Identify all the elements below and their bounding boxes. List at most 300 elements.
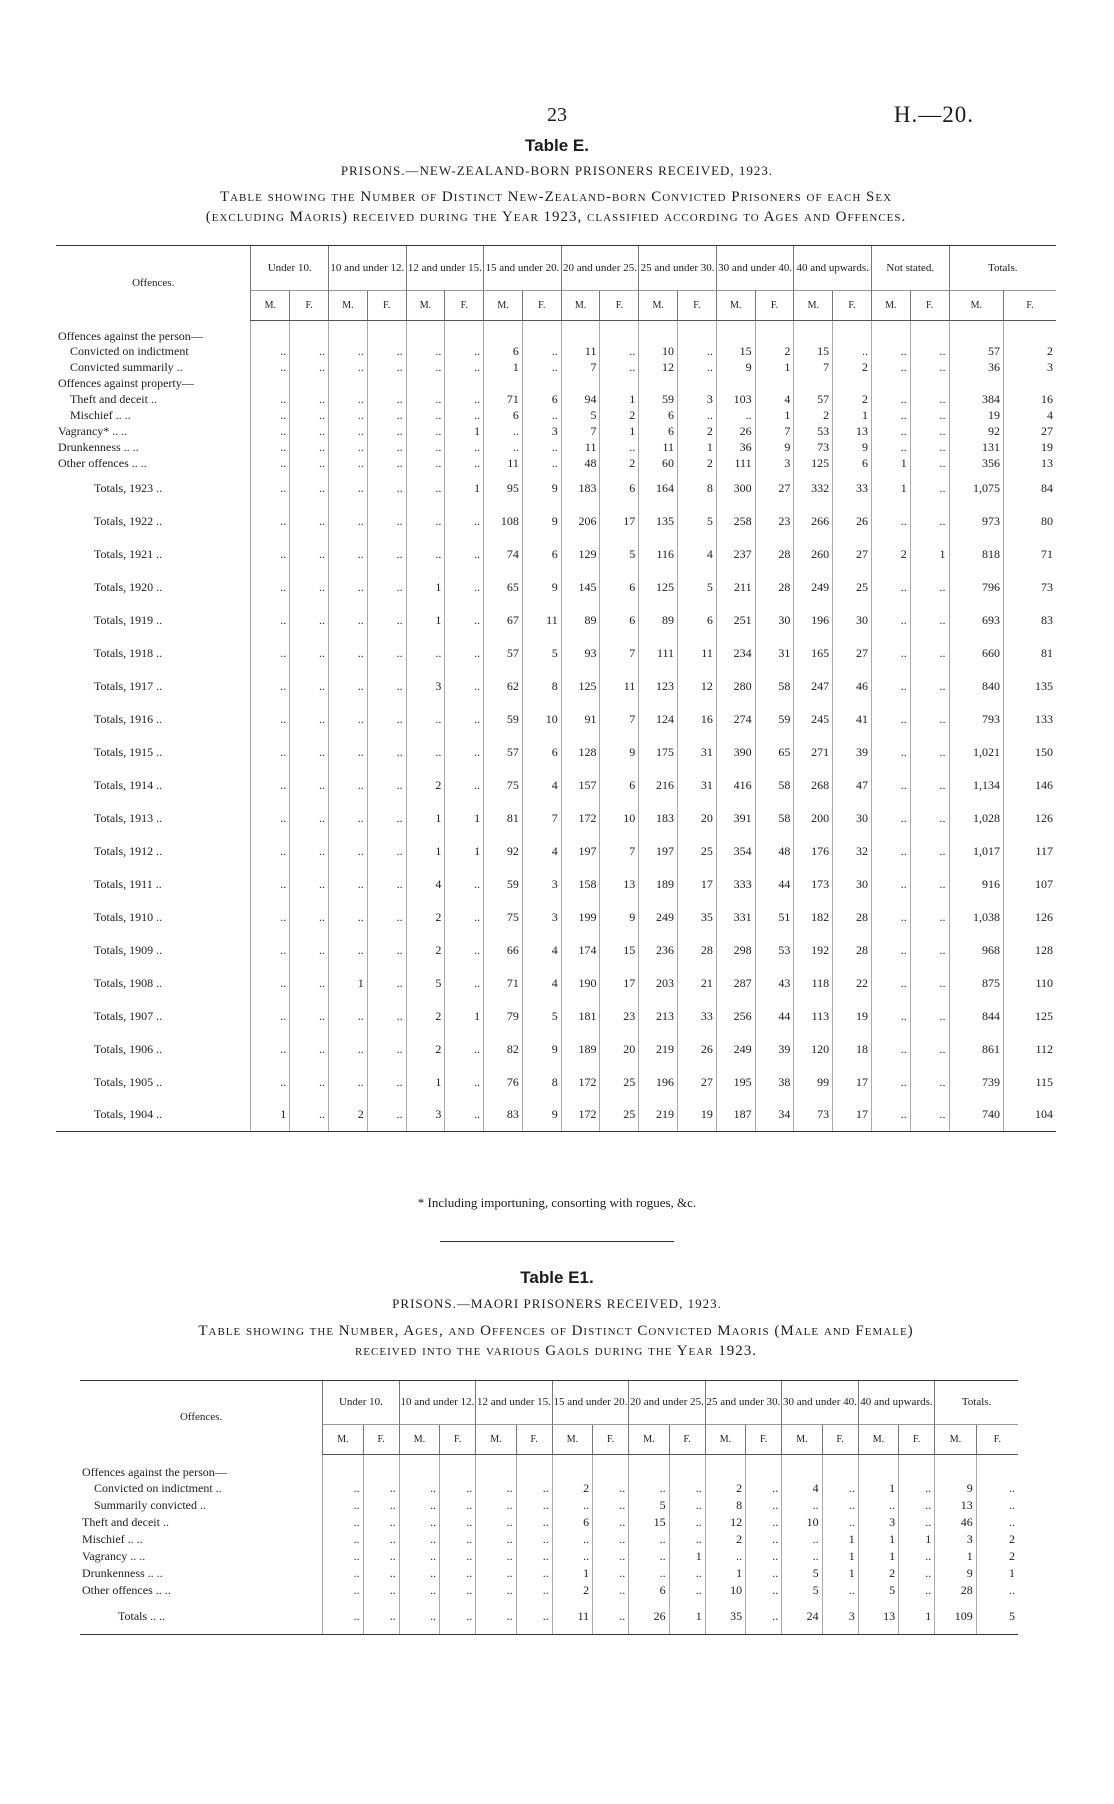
female-count-cell: 4 — [522, 769, 561, 802]
male-count-cell: 165 — [794, 637, 833, 670]
male-count-cell: .. — [251, 835, 290, 868]
male-count-cell: 125 — [639, 571, 678, 604]
female-count-cell: 7 — [600, 703, 639, 736]
male-column-header: M. — [705, 1425, 745, 1455]
age-group-header: 25 and under 30. — [705, 1381, 782, 1425]
male-count-cell: 9 — [935, 1565, 977, 1582]
female-count-cell: 4 — [522, 934, 561, 967]
female-count-cell: .. — [445, 571, 484, 604]
male-count-cell: 844 — [949, 1000, 1004, 1033]
age-group-header: 40 and upwards. — [858, 1381, 935, 1425]
female-count-cell: .. — [910, 1066, 949, 1099]
female-count-cell — [445, 321, 484, 344]
female-count-cell: 3 — [678, 392, 717, 408]
female-count-cell: 9 — [522, 505, 561, 538]
page-number: 23 — [547, 104, 567, 126]
female-column-header: F. — [363, 1425, 399, 1455]
female-count-cell: .. — [445, 408, 484, 424]
female-count-cell: .. — [367, 835, 406, 868]
row-label: Totals, 1912 .. — [94, 843, 163, 858]
male-count-cell: 35 — [705, 1599, 745, 1635]
male-count-cell: .. — [329, 408, 368, 424]
male-count-cell: 59 — [639, 392, 678, 408]
male-count-cell: 1 — [406, 1066, 445, 1099]
male-count-cell: 48 — [561, 456, 600, 472]
female-count-cell: 59 — [755, 703, 794, 736]
male-count-cell: 2 — [406, 934, 445, 967]
male-count-cell: 6 — [629, 1582, 669, 1599]
age-group-header: 12 and under 15. — [476, 1381, 553, 1425]
offence-row — [56, 321, 1056, 344]
offence-row — [56, 424, 1056, 440]
male-count-cell: .. — [629, 1548, 669, 1565]
female-count-cell: .. — [899, 1497, 935, 1514]
male-count-cell: 173 — [794, 868, 833, 901]
female-count-cell: 9 — [522, 1033, 561, 1066]
table-e-title: Table E. — [525, 136, 589, 155]
offence-row — [80, 1497, 1018, 1514]
female-count-cell: 9 — [522, 472, 561, 505]
male-count-cell: 2 — [406, 1033, 445, 1066]
table-e-footnote: * Including importuning, consorting with rogues, &c. — [417, 1195, 697, 1210]
male-count-cell: .. — [399, 1548, 439, 1565]
male-count-cell: 1 — [406, 802, 445, 835]
male-column-header: M. — [858, 1425, 898, 1455]
male-count-cell: 145 — [561, 571, 600, 604]
female-count-cell: .. — [363, 1599, 399, 1635]
male-count-cell: .. — [871, 835, 910, 868]
male-count-cell: 332 — [794, 472, 833, 505]
age-group-header: 30 and under 40. — [782, 1381, 859, 1425]
female-count-cell: .. — [445, 505, 484, 538]
male-column-header: M. — [406, 291, 445, 321]
male-count-cell: .. — [329, 505, 368, 538]
female-count-cell: 33 — [833, 472, 872, 505]
male-count-cell: 796 — [949, 571, 1004, 604]
male-count-cell: .. — [329, 344, 368, 360]
female-count-cell: .. — [367, 408, 406, 424]
female-count-cell: 58 — [755, 670, 794, 703]
totals-row — [56, 1066, 1056, 1099]
male-count-cell: .. — [323, 1565, 363, 1582]
female-count-cell — [833, 376, 872, 392]
female-count-cell: .. — [899, 1582, 935, 1599]
female-count-cell: .. — [290, 440, 329, 456]
male-count-cell: 189 — [561, 1033, 600, 1066]
female-count-cell: 6 — [678, 604, 717, 637]
male-count-cell: 1 — [705, 1565, 745, 1582]
male-count-cell: 1 — [858, 1548, 898, 1565]
female-count-cell: .. — [445, 344, 484, 360]
male-count-cell: 8 — [705, 1497, 745, 1514]
female-count-cell: .. — [910, 344, 949, 360]
male-column-header: M. — [871, 291, 910, 321]
female-count-cell: 83 — [1004, 604, 1056, 637]
female-count-cell: .. — [367, 901, 406, 934]
female-count-cell: 58 — [755, 802, 794, 835]
male-count-cell: 249 — [794, 571, 833, 604]
male-count-cell: 10 — [705, 1582, 745, 1599]
row-label: Totals, 1919 .. — [94, 612, 163, 627]
female-count-cell: .. — [516, 1497, 552, 1514]
male-count-cell: .. — [406, 637, 445, 670]
female-count-cell: 2 — [755, 344, 794, 360]
female-count-cell: 25 — [600, 1099, 639, 1132]
female-count-cell: 23 — [755, 505, 794, 538]
male-count-cell: .. — [871, 670, 910, 703]
female-count-cell: 7 — [600, 835, 639, 868]
female-count-cell: .. — [367, 670, 406, 703]
male-count-cell: 128 — [561, 736, 600, 769]
female-count-cell: .. — [363, 1565, 399, 1582]
male-count-cell: .. — [716, 408, 755, 424]
male-count-cell: .. — [329, 1000, 368, 1033]
female-count-cell: .. — [445, 456, 484, 472]
female-count-cell: .. — [363, 1480, 399, 1497]
female-count-cell: 81 — [1004, 637, 1056, 670]
totals-row — [56, 1099, 1056, 1132]
male-count-cell: 1,017 — [949, 835, 1004, 868]
male-count-cell: .. — [323, 1480, 363, 1497]
male-count-cell: .. — [476, 1582, 516, 1599]
male-count-cell: .. — [871, 1066, 910, 1099]
male-count-cell: 968 — [949, 934, 1004, 967]
male-count-cell: 206 — [561, 505, 600, 538]
female-count-cell: .. — [440, 1548, 476, 1565]
male-count-cell: .. — [251, 703, 290, 736]
female-count-cell: .. — [367, 538, 406, 571]
female-count-cell: .. — [445, 934, 484, 967]
male-count-cell: 36 — [949, 360, 1004, 376]
female-count-cell: .. — [910, 392, 949, 408]
female-count-cell: 13 — [1004, 456, 1056, 472]
male-count-cell: .. — [871, 934, 910, 967]
female-count-cell: .. — [600, 440, 639, 456]
female-count-cell: .. — [910, 637, 949, 670]
female-count-cell: 71 — [1004, 538, 1056, 571]
male-count-cell: .. — [552, 1531, 592, 1548]
female-count-cell: .. — [440, 1599, 476, 1635]
male-count-cell — [406, 376, 445, 392]
male-count-cell: 660 — [949, 637, 1004, 670]
male-count-cell: 12 — [705, 1514, 745, 1531]
table-e1-description-line2: received into the various Gaols during the Year 1923. — [354, 1343, 758, 1359]
male-count-cell — [716, 321, 755, 344]
male-count-cell: 384 — [949, 392, 1004, 408]
male-count-cell: .. — [251, 424, 290, 440]
female-column-header: F. — [822, 1425, 858, 1455]
female-count-cell: .. — [593, 1531, 629, 1548]
male-count-cell: 109 — [935, 1599, 977, 1635]
female-count-cell: 7 — [755, 424, 794, 440]
female-count-cell: .. — [833, 344, 872, 360]
offence-row — [80, 1548, 1018, 1565]
male-count-cell: 1,038 — [949, 901, 1004, 934]
male-count-cell: .. — [399, 1531, 439, 1548]
female-count-cell: .. — [910, 408, 949, 424]
male-count-cell: 187 — [716, 1099, 755, 1132]
row-label: Totals, 1918 .. — [94, 645, 163, 660]
male-count-cell — [629, 1455, 669, 1480]
totals-row — [56, 538, 1056, 571]
male-count-cell: 11 — [561, 344, 600, 360]
male-count-cell: 103 — [716, 392, 755, 408]
female-count-cell — [593, 1455, 629, 1480]
female-count-cell: .. — [593, 1497, 629, 1514]
female-count-cell: 41 — [833, 703, 872, 736]
male-count-cell: 5 — [782, 1565, 822, 1582]
male-column-header: M. — [782, 1425, 822, 1455]
female-count-cell: 27 — [678, 1066, 717, 1099]
male-count-cell: 75 — [484, 901, 523, 934]
totals-row — [56, 736, 1056, 769]
male-count-cell: 197 — [639, 835, 678, 868]
female-count-cell: .. — [445, 670, 484, 703]
female-count-cell: .. — [746, 1548, 782, 1565]
female-count-cell — [755, 321, 794, 344]
row-label: Vagrancy .. .. — [82, 1548, 146, 1563]
totals-row — [56, 1033, 1056, 1066]
age-group-header: 15 and under 20. — [484, 246, 562, 291]
male-count-cell: 271 — [794, 736, 833, 769]
male-count-cell: 53 — [794, 424, 833, 440]
female-count-cell: .. — [445, 868, 484, 901]
totals-row — [80, 1599, 1018, 1635]
male-count-cell — [484, 321, 523, 344]
male-count-cell: .. — [476, 1531, 516, 1548]
male-count-cell: 123 — [639, 670, 678, 703]
male-count-cell: 693 — [949, 604, 1004, 637]
male-count-cell: 6 — [552, 1514, 592, 1531]
male-count-cell: 99 — [794, 1066, 833, 1099]
male-count-cell: 157 — [561, 769, 600, 802]
female-count-cell: .. — [290, 344, 329, 360]
male-count-cell: 1 — [552, 1565, 592, 1582]
male-count-cell: 3 — [858, 1514, 898, 1531]
female-count-cell — [669, 1455, 705, 1480]
female-count-cell: .. — [290, 901, 329, 934]
female-column-header: F. — [367, 291, 406, 321]
male-count-cell: 2 — [858, 1565, 898, 1582]
female-count-cell: .. — [290, 1066, 329, 1099]
female-count-cell: .. — [367, 1066, 406, 1099]
female-count-cell: .. — [290, 637, 329, 670]
table-e-description-line1: Table showing the Number of Distinct New-Zealand-born Convicted Prisoners of each Sex — [219, 189, 893, 205]
male-count-cell: .. — [484, 424, 523, 440]
female-count-cell: .. — [440, 1582, 476, 1599]
male-count-cell: .. — [329, 802, 368, 835]
female-count-cell: 18 — [833, 1033, 872, 1066]
age-group-header: Totals. — [949, 246, 1056, 291]
male-count-cell: .. — [871, 344, 910, 360]
table-e1-title: Table E1. — [520, 1268, 594, 1287]
female-count-cell: 7 — [600, 637, 639, 670]
female-count-cell: 22 — [833, 967, 872, 1000]
female-count-cell: .. — [910, 901, 949, 934]
male-count-cell: 256 — [716, 1000, 755, 1033]
female-count-cell: 47 — [833, 769, 872, 802]
male-count-cell: .. — [782, 1531, 822, 1548]
female-count-cell: 1 — [669, 1548, 705, 1565]
row-label: Totals, 1908 .. — [94, 975, 163, 990]
female-count-cell: 27 — [833, 538, 872, 571]
male-count-cell: 7 — [794, 360, 833, 376]
female-count-cell: .. — [593, 1548, 629, 1565]
female-count-cell: 1 — [833, 408, 872, 424]
male-count-cell — [552, 1455, 592, 1480]
male-count-cell: .. — [406, 703, 445, 736]
female-count-cell: .. — [822, 1514, 858, 1531]
male-count-cell: 5 — [858, 1582, 898, 1599]
female-count-cell: .. — [516, 1582, 552, 1599]
female-count-cell: 11 — [678, 637, 717, 670]
male-column-header: M. — [484, 291, 523, 321]
male-count-cell: 216 — [639, 769, 678, 802]
male-count-cell: .. — [329, 934, 368, 967]
male-column-header: M. — [629, 1425, 669, 1455]
male-count-cell: 4 — [406, 868, 445, 901]
female-count-cell: .. — [976, 1497, 1018, 1514]
male-column-header: M. — [552, 1425, 592, 1455]
female-column-header: F. — [755, 291, 794, 321]
male-count-cell: 6 — [639, 424, 678, 440]
male-count-cell: 236 — [639, 934, 678, 967]
female-column-header: F. — [910, 291, 949, 321]
female-count-cell: .. — [363, 1531, 399, 1548]
male-count-cell: .. — [406, 538, 445, 571]
female-count-cell: .. — [899, 1480, 935, 1497]
offences-column-header: Offences. — [56, 246, 251, 321]
female-count-cell: .. — [822, 1582, 858, 1599]
age-group-header: 30 and under 40. — [716, 246, 794, 291]
male-count-cell: 182 — [794, 901, 833, 934]
totals-row — [56, 835, 1056, 868]
female-count-cell: .. — [440, 1497, 476, 1514]
female-count-cell: .. — [910, 703, 949, 736]
male-count-cell: 113 — [794, 1000, 833, 1033]
male-count-cell: 916 — [949, 868, 1004, 901]
female-count-cell: .. — [976, 1582, 1018, 1599]
female-count-cell: .. — [367, 1033, 406, 1066]
female-count-cell: 112 — [1004, 1033, 1056, 1066]
male-count-cell: .. — [871, 769, 910, 802]
male-count-cell: .. — [251, 408, 290, 424]
male-count-cell: 237 — [716, 538, 755, 571]
male-count-cell: 11 — [639, 440, 678, 456]
male-count-cell: 15 — [629, 1514, 669, 1531]
female-count-cell: 11 — [600, 670, 639, 703]
female-count-cell: .. — [445, 1033, 484, 1066]
female-count-cell: 58 — [755, 769, 794, 802]
female-count-cell: .. — [367, 802, 406, 835]
female-count-cell — [522, 376, 561, 392]
male-count-cell: .. — [251, 440, 290, 456]
female-column-header: F. — [1004, 291, 1056, 321]
male-count-cell: 36 — [716, 440, 755, 456]
female-count-cell: 9 — [833, 440, 872, 456]
female-count-cell — [976, 1455, 1018, 1480]
female-count-cell: .. — [445, 604, 484, 637]
female-count-cell: .. — [910, 571, 949, 604]
male-count-cell — [794, 321, 833, 344]
male-count-cell: 1,075 — [949, 472, 1004, 505]
male-count-cell: 124 — [639, 703, 678, 736]
male-count-cell: 2 — [705, 1531, 745, 1548]
female-count-cell: 3 — [522, 424, 561, 440]
male-count-cell: .. — [399, 1480, 439, 1497]
male-count-cell: .. — [329, 424, 368, 440]
female-count-cell: .. — [899, 1548, 935, 1565]
female-count-cell: .. — [367, 392, 406, 408]
female-count-cell: .. — [445, 360, 484, 376]
male-count-cell — [935, 1455, 977, 1480]
female-count-cell: 2 — [976, 1548, 1018, 1565]
female-count-cell: .. — [976, 1480, 1018, 1497]
male-count-cell: 13 — [858, 1599, 898, 1635]
female-count-cell: 117 — [1004, 835, 1056, 868]
male-count-cell: 15 — [716, 344, 755, 360]
male-count-cell — [476, 1455, 516, 1480]
age-group-header: 10 and under 12. — [399, 1381, 476, 1425]
female-count-cell: 3 — [522, 868, 561, 901]
female-count-cell: 73 — [1004, 571, 1056, 604]
female-count-cell: 20 — [678, 802, 717, 835]
male-count-cell: .. — [329, 703, 368, 736]
male-count-cell: 192 — [794, 934, 833, 967]
male-count-cell: .. — [858, 1497, 898, 1514]
female-count-cell: .. — [290, 505, 329, 538]
female-count-cell: .. — [367, 604, 406, 637]
totals-row — [56, 802, 1056, 835]
male-count-cell: 60 — [639, 456, 678, 472]
male-count-cell: 10 — [782, 1514, 822, 1531]
male-count-cell: 416 — [716, 769, 755, 802]
female-count-cell: 25 — [678, 835, 717, 868]
male-count-cell: .. — [251, 604, 290, 637]
female-count-cell: 1 — [899, 1599, 935, 1635]
female-count-cell: 17 — [600, 505, 639, 538]
female-count-cell: .. — [290, 392, 329, 408]
female-column-header: F. — [516, 1425, 552, 1455]
female-count-cell: .. — [367, 571, 406, 604]
row-label: Totals, 1915 .. — [94, 744, 163, 759]
male-count-cell: 73 — [794, 440, 833, 456]
male-count-cell — [782, 1455, 822, 1480]
female-count-cell: 1 — [755, 360, 794, 376]
male-count-cell: 196 — [794, 604, 833, 637]
female-count-cell: 1 — [822, 1548, 858, 1565]
female-count-cell: .. — [522, 440, 561, 456]
male-count-cell: .. — [476, 1497, 516, 1514]
table-e1-description-line1: Table showing the Number, Ages, and Offences of Distinct Convicted Maoris (Male and Female) — [198, 1323, 914, 1339]
female-count-cell: .. — [363, 1514, 399, 1531]
male-count-cell: .. — [871, 440, 910, 456]
row-label: Totals, 1923 .. — [94, 480, 163, 495]
female-count-cell: .. — [593, 1565, 629, 1582]
male-column-header: M. — [329, 291, 368, 321]
female-count-cell: .. — [367, 1000, 406, 1033]
offence-row — [56, 344, 1056, 360]
male-count-cell: .. — [871, 505, 910, 538]
female-count-cell: 5 — [522, 1000, 561, 1033]
male-count-cell: 219 — [639, 1033, 678, 1066]
female-count-cell — [363, 1455, 399, 1480]
female-count-cell: 33 — [678, 1000, 717, 1033]
totals-row — [56, 637, 1056, 670]
male-count-cell — [871, 321, 910, 344]
male-count-cell — [561, 376, 600, 392]
female-count-cell: 9 — [522, 1099, 561, 1132]
